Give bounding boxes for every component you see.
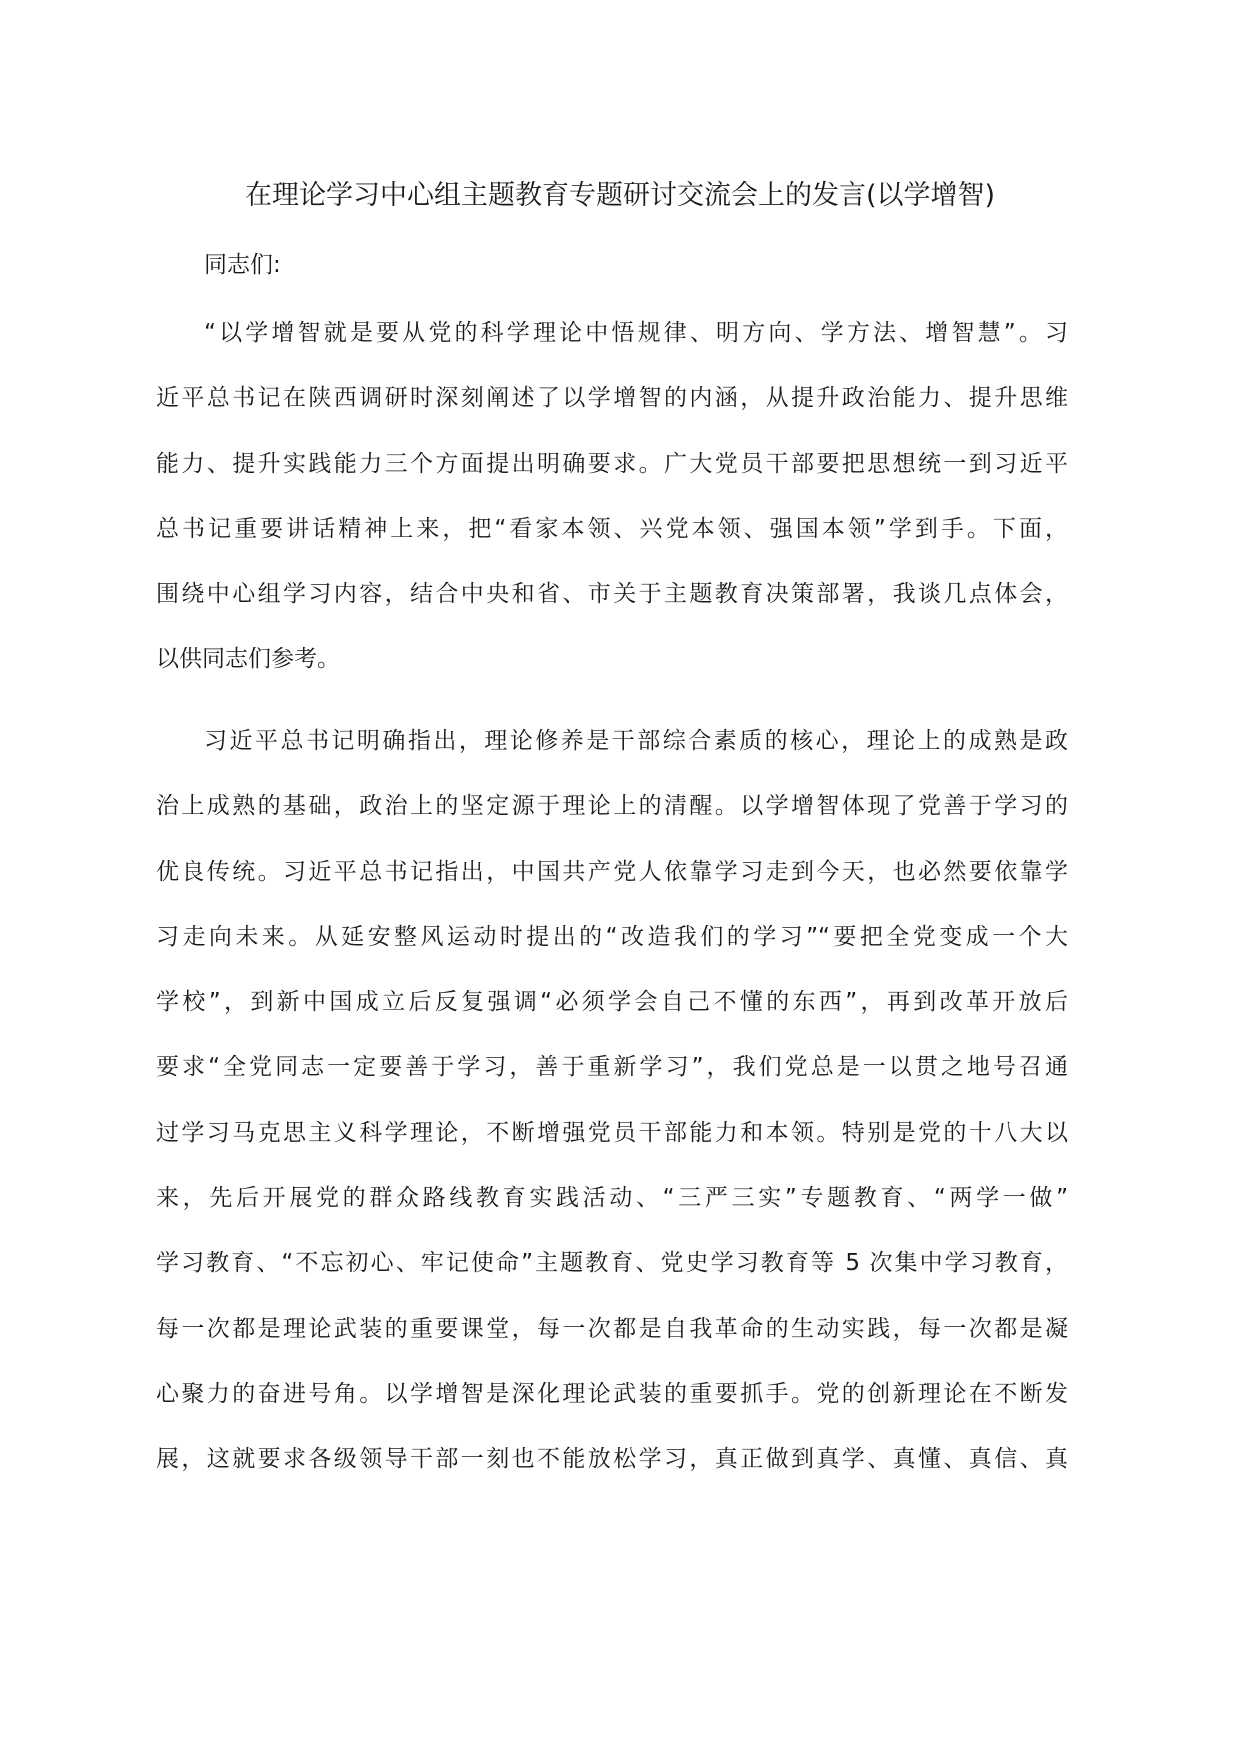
paragraph-line: 能力、提升实践能力三个方面提出明确要求。广大党员干部要把思想统一到习近平 — [156, 450, 1068, 477]
paragraph-line: 习近平总书记明确指出，理论修养是干部综合素质的核心，理论上的成熟是政 — [204, 728, 1068, 754]
salutation: 同志们: — [204, 252, 281, 278]
paragraph-line: 心聚力的奋进号角。以学增智是深化理论武装的重要抓手。党的创新理论在不断发 — [156, 1380, 1068, 1407]
paragraph-line: 围绕中心组学习内容，结合中央和省、市关于主题教育决策部署，我谈几点体会， — [156, 581, 1068, 608]
paragraph-line: 近平总书记在陕西调研时深刻阐述了以学增智的内涵，从提升政治能力、提升思维 — [156, 385, 1068, 412]
paragraph-line: 学习教育、“不忘初心、牢记使命”主题教育、党史学习教育等 5 次集中学习教育， — [156, 1250, 1068, 1277]
paragraph-line: 来，先后开展党的群众路线教育实践活动、“三严三实”专题教育、“两学一做” — [156, 1185, 1068, 1212]
paragraph-line: 治上成熟的基础，政治上的坚定源于理论上的清醒。以学增智体现了党善于学习的 — [156, 793, 1068, 820]
paragraph-line: 每一次都是理论武装的重要课堂，每一次都是自我革命的生动实践，每一次都是凝 — [156, 1315, 1068, 1342]
paragraph-1 — [156, 316, 1068, 708]
paragraph-line: 学校”，到新中国成立后反复强调“必须学会自己不懂的东西”，再到改革开放后 — [156, 989, 1068, 1016]
paragraph-line: 习走向未来。从延安整风运动时提出的“改造我们的学习”“要把全党变成一个大 — [156, 923, 1068, 950]
paragraph-2 — [156, 724, 1068, 1508]
paragraph-line: 以供同志们参考。 — [156, 646, 340, 673]
paragraph-line: 总书记重要讲话精神上来，把“看家本领、兴党本领、强国本领”学到手。下面， — [156, 515, 1068, 542]
paragraph-line: 优良传统。习近平总书记指出，中国共产党人依靠学习走到今天，也必然要依靠学 — [156, 858, 1068, 885]
paragraph-line: 过学习马克思主义科学理论，不断增强党员干部能力和本领。特别是党的十八大以 — [156, 1119, 1068, 1146]
document-title: 在理论学习中心组主题教育专题研讨交流会上的发言(以学增智) — [244, 180, 996, 211]
paragraph-line: 要求“全党同志一定要善于学习，善于重新学习”，我们党总是一以贯之地号召通 — [156, 1054, 1068, 1081]
paragraph-line: 展，这就要求各级领导干部一刻也不能放松学习，真正做到真学、真懂、真信、真 — [156, 1446, 1068, 1473]
paragraph-line: “以学增智就是要从党的科学理论中悟规律、明方向、学方法、增智慧”。习 — [204, 320, 1068, 346]
